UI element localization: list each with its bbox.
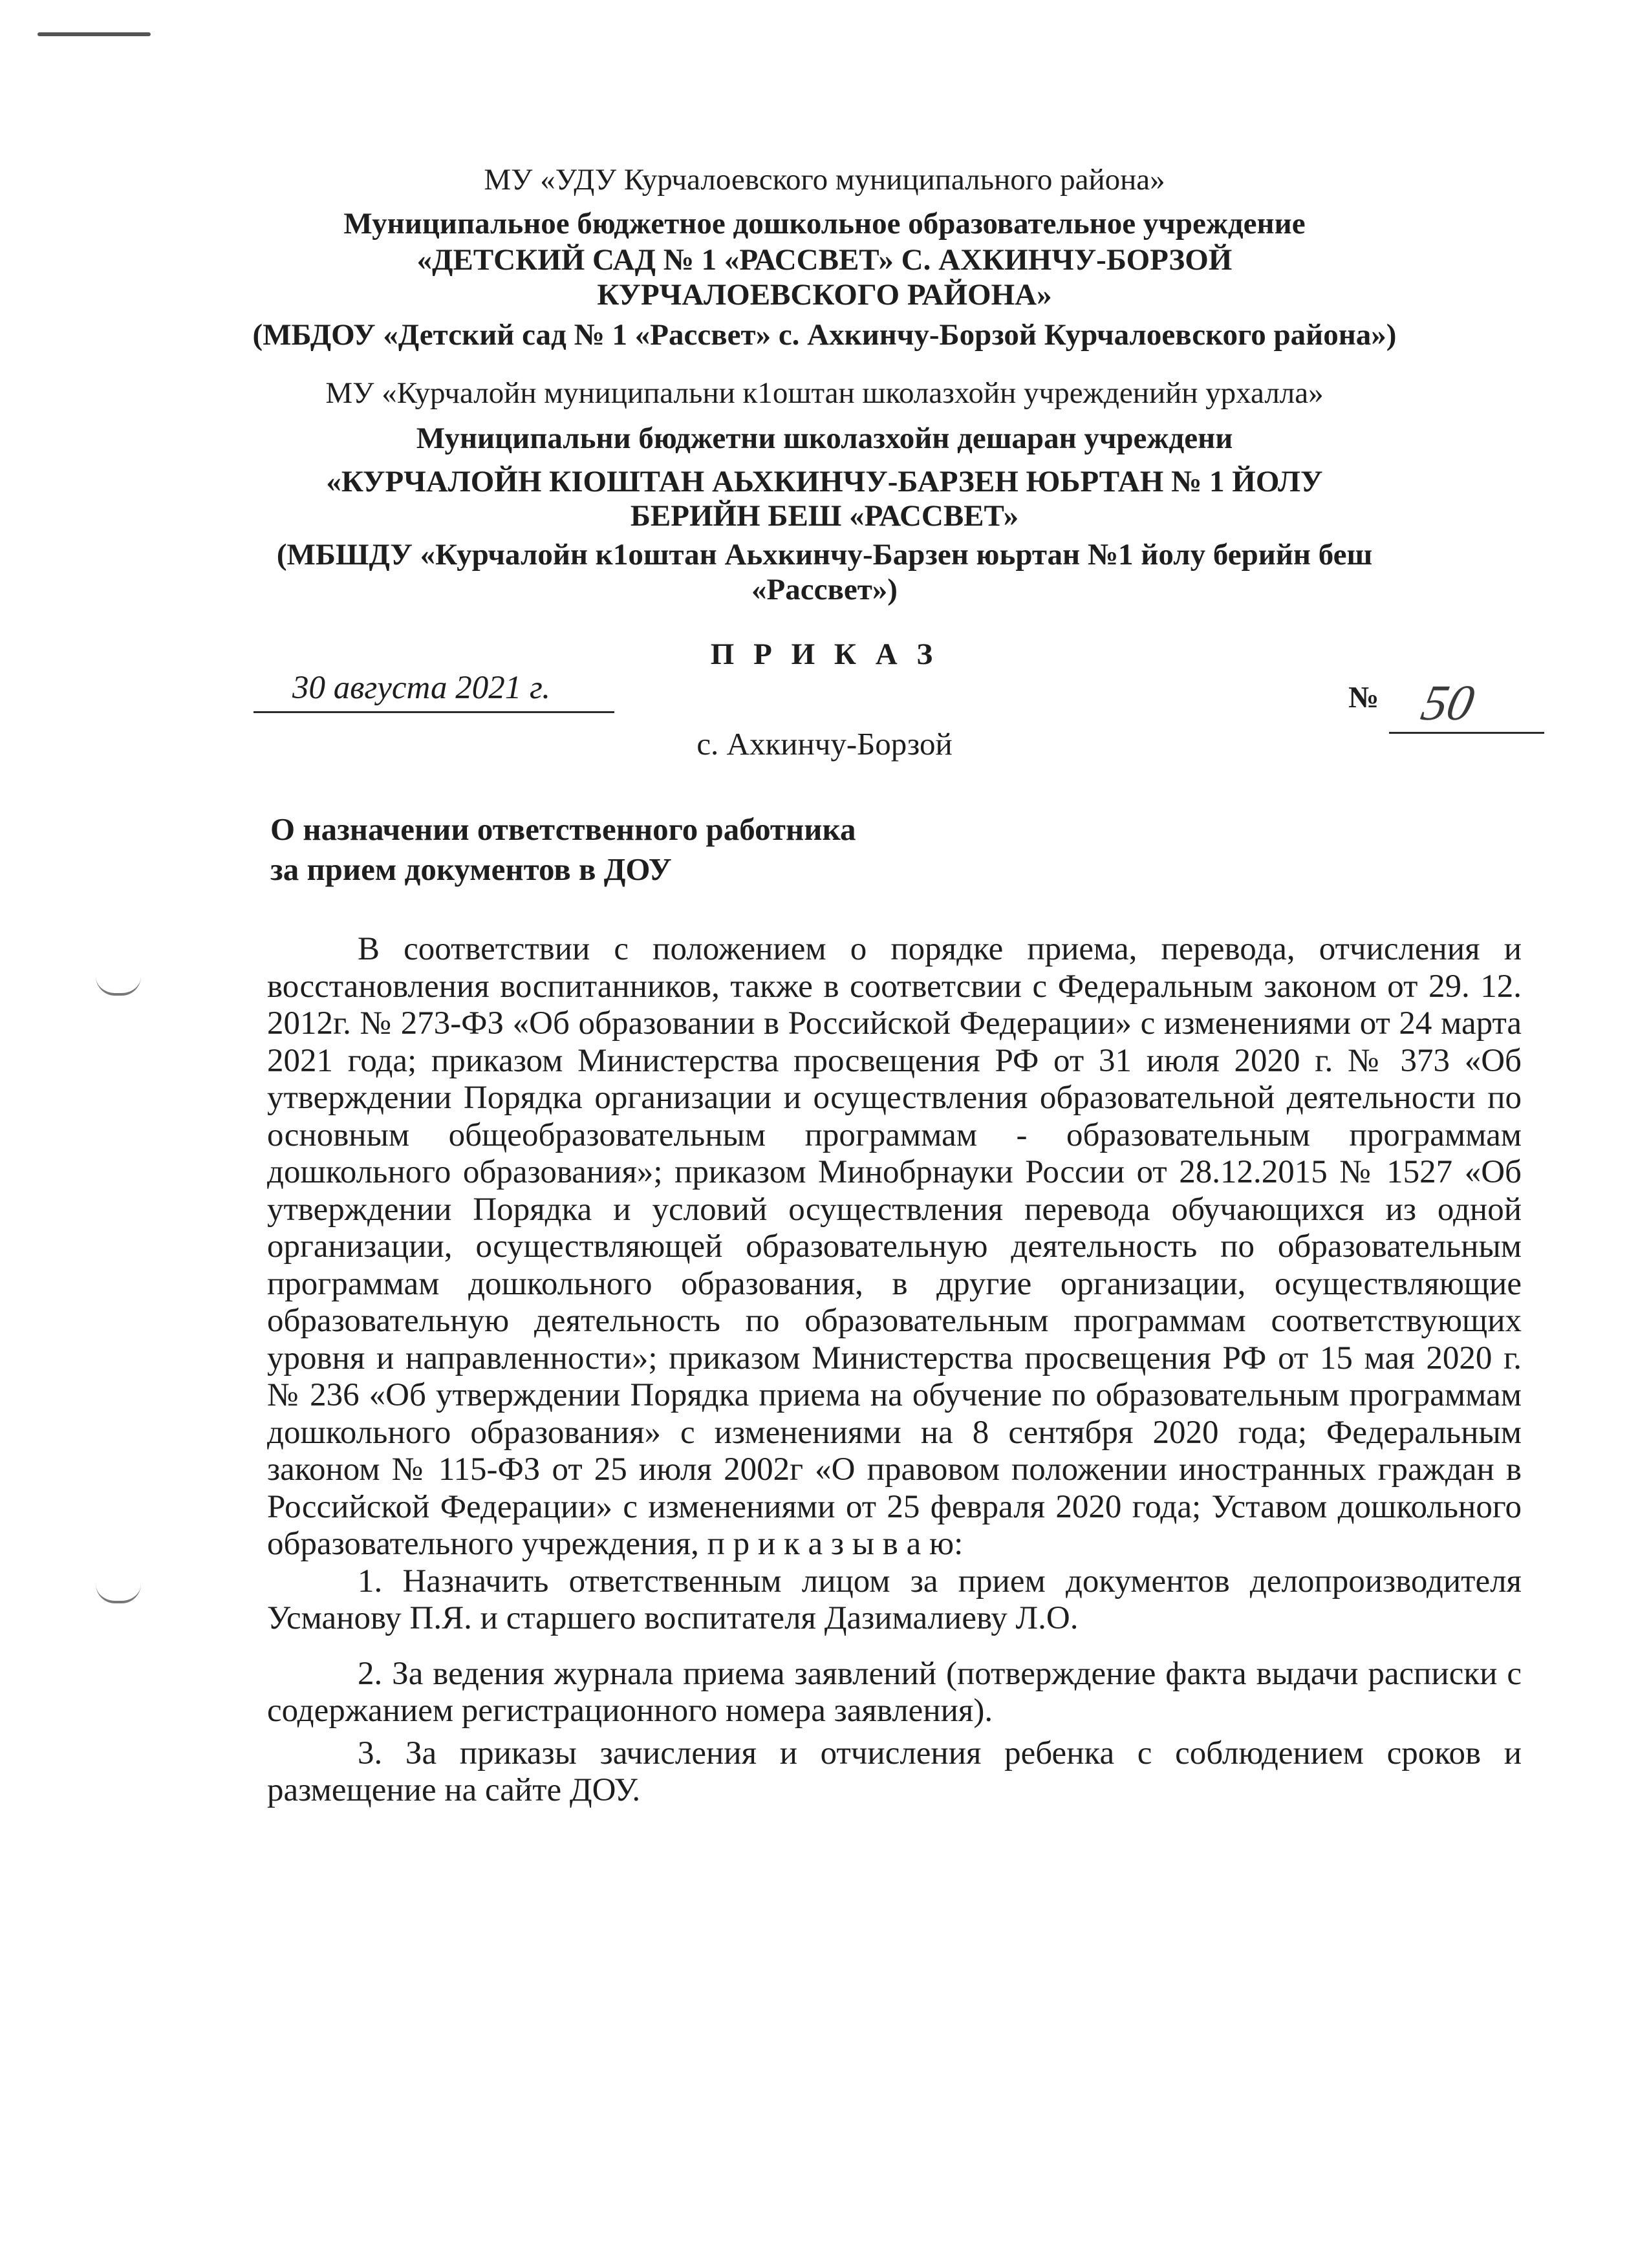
order-item-2: 2. За ведения журнала приема заявлений (потверждение факта выдачи расписки с содержанием регистрационного номера заявления). bbox=[267, 1655, 1522, 1729]
header-ru-line-2: Муниципальное бюджетное дошкольное образовательное учреждение bbox=[343, 207, 1306, 241]
header-ce-line-4: БЕРИЙН БЕШ «РАССВЕТ» bbox=[630, 499, 1019, 533]
subject-line-1: О назначении ответственного работника bbox=[270, 811, 856, 847]
header-ce-line-3: «КУРЧАЛОЙН КIОШТАН АЬХКИНЧУ-БАРЗЕН ЮЬРТАН № 1 ЙОЛУ bbox=[326, 465, 1323, 498]
header-ru-line-4: КУРЧАЛОЕВСКОГО РАЙОНА» bbox=[597, 278, 1052, 312]
order-place: с. Ахкинчу-Борзой bbox=[696, 726, 953, 762]
preamble-paragraph: В соответствии с положением о порядке приема, перевода, отчисления и восстановления воспитанников, также в соответсвии с Федеральным законом от 29. 12. 2012г. № 273-ФЗ «Об образовании в Российской Федерации» с изменениями от 24 марта 2021 года; приказом Министерства просвещения РФ от 31 июля 2020 г. № 373 «Об утверждении Порядка организации и осуществления образовательной деятельности по основным общеобразовательным программам - образовательным программам дошкольного образования»; приказом Минобрнауки России от 28.12.2015 № 1527 «Об утверждении Порядка и условий осуществления перевода обучающихся из одной организации, осуществляющей образовательную деятельность по образовательным программам дошкольного образования, в другие организации, осуществляющие образовательную деятельность по образовательным программам соответствующих уровня и направленности»; приказом Министерства просвещения РФ от 15 мая 2020 г. № 236 «Об утверждении Порядка приема на обучение по образовательным программам дошкольного образования» с изменениями на 8 сентября 2020 года; Федеральным законом № 115-ФЗ от 25 июля 2002г «О правовом положении иностранных граждан в Российской Федерации» с изменениями от 25 февраля 2020 года; Уставом дошкольного образовательного учреждения, п р и к а з ы в а ю: bbox=[267, 931, 1522, 1562]
number-label: № bbox=[1348, 681, 1379, 714]
order-body bbox=[267, 931, 1522, 1810]
header-ru-line-5: (МБДОУ «Детский сад № 1 «Рассвет» с. Ахкинчу-Борзой Курчалоевского района») bbox=[252, 318, 1397, 352]
header-ru-line-1: МУ «УДУ Курчалоевского муниципального района» bbox=[484, 163, 1165, 197]
header-ce-line-6: «Рассвет») bbox=[751, 573, 898, 606]
header-ce-line-5: (МБШДУ «Курчалойн к1оштан Аьхкинчу-Барзен юьртан №1 йолу берийн беш bbox=[276, 538, 1373, 572]
punch-hole-mark bbox=[96, 976, 141, 996]
order-title: П Р И К А З bbox=[710, 637, 939, 671]
order-subject bbox=[270, 809, 856, 890]
order-date: 30 августа 2021 г. bbox=[292, 670, 550, 706]
punch-hole-mark bbox=[96, 1584, 141, 1603]
order-number: 50 bbox=[1416, 674, 1480, 731]
scan-mark bbox=[38, 32, 151, 36]
subject-line-2: за прием документов в ДОУ bbox=[270, 851, 672, 887]
order-item-3: 3. За приказы зачисления и отчисления ребенка с соблюдением сроков и размещение на сайте ДОУ. bbox=[267, 1735, 1522, 1808]
header-ce-line-2: Муниципальни бюджетни школазхойн дешаран учреждени bbox=[416, 422, 1233, 455]
header-ce-line-1: МУ «Курчалойн муниципальни к1оштан школазхойн учрежденийн урхалла» bbox=[325, 376, 1324, 410]
header-ru-line-3: «ДЕТСКИЙ САД № 1 «РАССВЕТ» С. АХКИНЧУ-БОРЗОЙ bbox=[416, 243, 1233, 277]
order-item-1: 1. Назначить ответственным лицом за прием документов делопроизводителя Усманову П.Я. и старшего воспитателя Дазималиеву Л.О. bbox=[267, 1563, 1522, 1636]
